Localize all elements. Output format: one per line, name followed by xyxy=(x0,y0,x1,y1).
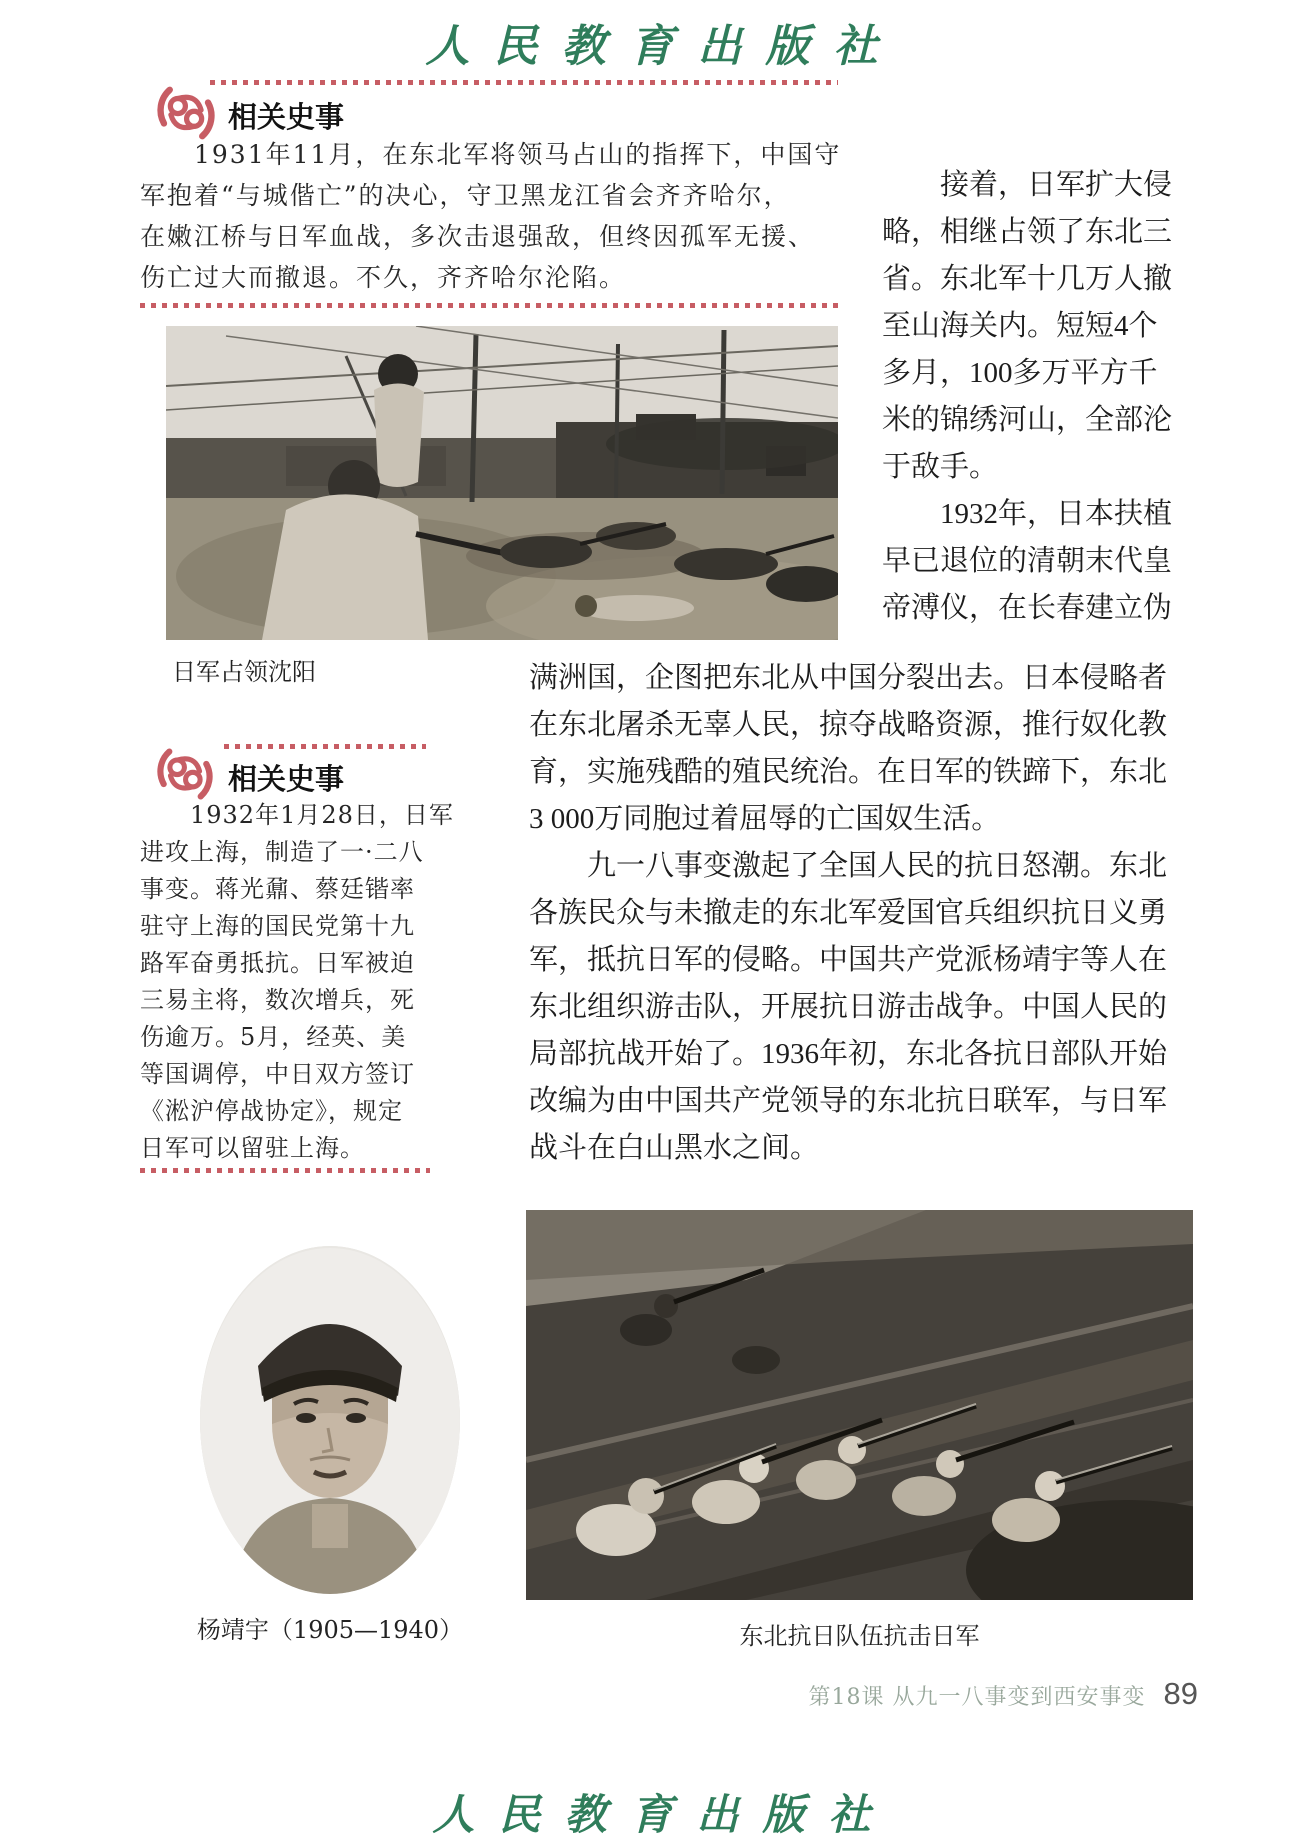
body-wide-block xyxy=(529,655,1167,1172)
body-line: 省。东北军十几万人撤 xyxy=(882,263,1173,295)
box2-text-line: 日军可以留驻上海。 xyxy=(140,1134,365,1162)
body-line: 1932年，日本扶植 xyxy=(882,498,1173,530)
box2-text-line: 驻守上海的国民党第十九 xyxy=(140,912,415,940)
body-line: 战斗在白山黑水之间。 xyxy=(529,1132,820,1164)
footer-lesson-title: 第18课 从九一八事变到西安事变 xyxy=(808,1685,1146,1710)
box2-text-line: 1932年1月28日，日军 xyxy=(140,801,454,829)
box2-text xyxy=(140,797,454,1167)
publisher-watermark-top: 人民教育出版社 xyxy=(425,21,902,72)
body-line: 于敌手。 xyxy=(882,451,999,483)
box2-text-line: 伤逾万。5月，经英、美 xyxy=(140,1023,407,1051)
body-line: 至山海关内。短短4个 xyxy=(882,310,1158,342)
body-line: 在东北屠杀无辜人民，掠夺战略资源，推行奴化教 xyxy=(529,709,1168,741)
photo3-caption: 东北抗日队伍抗击日军 xyxy=(739,1622,980,1650)
footer-page-number: 89 xyxy=(1163,1676,1198,1711)
box1-dotted-rule-top xyxy=(210,80,838,85)
box1-dotted-rule-bottom xyxy=(140,303,840,308)
box1-title: 相关史事 xyxy=(228,102,345,134)
box2-text-line: 进攻上海，制造了一·二八 xyxy=(140,838,424,866)
body-line: 军，抵抗日军的侵略。中国共产党派杨靖宇等人在 xyxy=(529,944,1168,976)
body-line: 米的锦绣河山，全部沦 xyxy=(882,404,1173,436)
box1-text-line: 1931年11月，在东北军将领马占山的指挥下，中国守 xyxy=(140,140,842,169)
body-line: 局部抗战开始了。1936年初，东北各抗日部队开始 xyxy=(529,1038,1168,1070)
box2-title: 相关史事 xyxy=(228,764,345,796)
photo1-caption: 日军占领沈阳 xyxy=(172,658,316,686)
body-line: 3 000万同胞过着屈辱的亡国奴生活。 xyxy=(529,803,1001,835)
box2-text-line: 《淞沪停战协定》，规定 xyxy=(140,1097,403,1125)
body-line: 满洲国，企图把东北从中国分裂出去。日本侵略者 xyxy=(529,662,1168,694)
box1-text-line: 伤亡过大而撤退。不久，齐齐哈尔沦陷。 xyxy=(140,263,627,292)
box1-text-line: 在嫩江桥与日军血战，多次击退强敌，但终因孤军无援、 xyxy=(140,222,816,251)
body-line: 育，实施残酷的殖民统治。在日军的铁蹄下，东北 xyxy=(529,756,1168,788)
photo-northeast-resistance-troops xyxy=(526,1210,1193,1600)
body-line: 略，相继占领了东北三 xyxy=(882,216,1173,248)
body-line: 早已退位的清朝末代皇 xyxy=(882,545,1173,577)
box2-text-line: 事变。蒋光鼐、蔡廷锴率 xyxy=(140,875,415,903)
box2-dotted-rule-top xyxy=(224,744,426,749)
box2-text-line: 路军奋勇抵抗。日军被迫 xyxy=(140,949,415,977)
body-line: 各族民众与未撤走的东北军爱国官兵组织抗日义勇 xyxy=(529,897,1168,929)
body-line: 多月，100多万平方千 xyxy=(882,357,1158,389)
box2-text-line: 等国调停，中日双方签订 xyxy=(140,1060,415,1088)
body-line: 东北组织游击队，开展抗日游击战争。中国人民的 xyxy=(529,991,1168,1023)
box1-text-line: 军抱着“与城偕亡”的决心，守卫黑龙江省会齐齐哈尔， xyxy=(140,181,791,210)
box1-text xyxy=(140,134,855,298)
box2-dotted-rule-bottom xyxy=(140,1168,430,1173)
photo-yang-jingyu-portrait xyxy=(200,1246,460,1594)
related-history-icon xyxy=(152,746,218,802)
portrait-caption: 杨靖宇（1905—1940） xyxy=(196,1616,464,1644)
publisher-watermark-bottom: 人民教育出版社 xyxy=(432,1790,895,1839)
page-footer xyxy=(809,1676,1198,1712)
body-line: 接着，日军扩大侵 xyxy=(882,169,1173,201)
body-line: 帝溥仪，在长春建立伪 xyxy=(882,592,1173,624)
body-column xyxy=(882,162,1172,632)
body-line: 九一八事变激起了全国人民的抗日怒潮。东北 xyxy=(529,850,1168,882)
box2-text-line: 三易主将，数次增兵，死 xyxy=(140,986,415,1014)
photo-japanese-occupation-shenyang xyxy=(166,326,838,640)
body-line: 改编为由中国共产党领导的东北抗日联军，与日军 xyxy=(529,1085,1168,1117)
